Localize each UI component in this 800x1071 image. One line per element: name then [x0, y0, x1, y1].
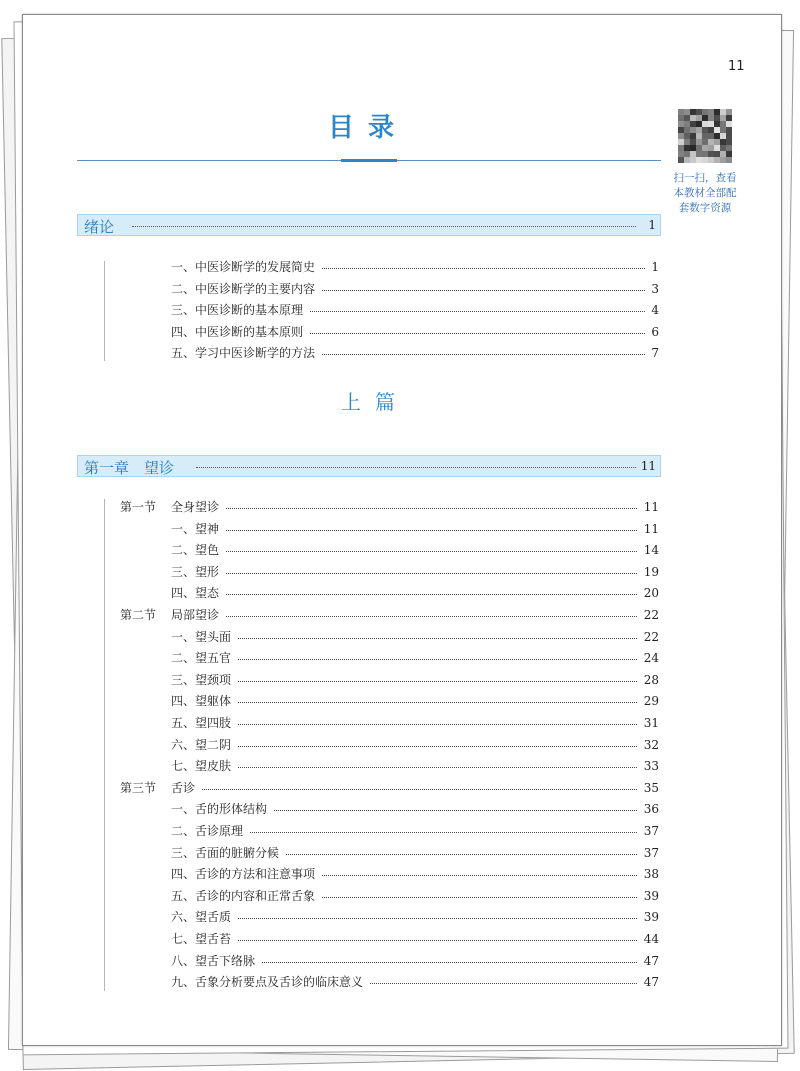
title-divider-accent — [341, 159, 397, 162]
entry-label: 二、望五官 — [171, 650, 237, 666]
entry-page: 37 — [638, 823, 659, 839]
entry-label: 四、舌诊的方法和注意事项 — [171, 866, 321, 882]
entry-page: 14 — [638, 542, 659, 558]
toc-entry[interactable] — [171, 672, 659, 688]
page-title: 目录 — [328, 113, 409, 143]
dot-leader — [171, 724, 659, 725]
dot-leader — [132, 226, 636, 227]
entry-page: 20 — [638, 585, 659, 601]
dot-leader — [171, 767, 659, 768]
qr-code-icon[interactable] — [678, 109, 732, 163]
entry-page: 7 — [645, 345, 659, 361]
entry-page: 33 — [638, 758, 659, 774]
toc-section[interactable] — [171, 780, 659, 796]
toc-entry[interactable] — [171, 324, 659, 340]
entry-page: 29 — [638, 693, 659, 709]
chapter-page: 11 — [640, 459, 656, 473]
entry-label: 一、中医诊断学的发展简史 — [171, 259, 321, 275]
page-number: 11 — [728, 59, 745, 74]
toc-entry[interactable] — [171, 345, 659, 361]
entry-label: 九、舌象分析要点及舌诊的临床意义 — [171, 974, 369, 990]
entry-page: 19 — [638, 564, 659, 580]
entry-page: 47 — [638, 974, 659, 990]
entry-page: 35 — [638, 780, 659, 796]
toc-entry[interactable] — [171, 521, 659, 537]
entry-page: 47 — [638, 953, 659, 969]
toc-entry[interactable] — [171, 259, 659, 275]
part-title: 上篇 — [341, 390, 409, 414]
entry-page: 44 — [638, 931, 659, 947]
dot-leader — [171, 594, 659, 595]
dot-leader — [171, 530, 659, 531]
entry-page: 22 — [638, 629, 659, 645]
chapter-page: 1 — [648, 218, 656, 232]
dot-leader — [171, 918, 659, 919]
entry-label: 一、望神 — [171, 521, 225, 537]
entry-page: 4 — [645, 302, 659, 318]
entry-page: 1 — [645, 259, 659, 275]
entry-page: 24 — [638, 650, 659, 666]
entry-page: 36 — [638, 801, 659, 817]
entry-label: 局部望诊 — [171, 607, 225, 623]
entry-page: 31 — [638, 715, 659, 731]
chapter-label: 绪论 — [84, 218, 115, 236]
entry-page: 11 — [638, 521, 659, 537]
toc-entry[interactable] — [171, 281, 659, 297]
section-bracket — [104, 499, 105, 991]
entry-label: 六、望二阴 — [171, 737, 237, 753]
entry-label: 八、望舌下络脉 — [171, 953, 261, 969]
dot-leader — [171, 616, 659, 617]
toc-entry[interactable] — [171, 931, 659, 947]
dot-leader — [171, 746, 659, 747]
entry-label: 五、学习中医诊断学的方法 — [171, 345, 321, 361]
dot-leader — [196, 467, 636, 468]
dot-leader — [171, 681, 659, 682]
entry-page: 39 — [638, 888, 659, 904]
toc-entry[interactable] — [171, 974, 659, 990]
toc-entry[interactable] — [171, 629, 659, 645]
toc-entry[interactable] — [171, 888, 659, 904]
chapter-label: 第一章 望诊 — [84, 459, 175, 477]
entry-page: 39 — [638, 909, 659, 925]
section-number: 第一节 — [120, 500, 157, 514]
entry-page: 37 — [638, 845, 659, 861]
toc-entry[interactable] — [171, 737, 659, 753]
toc-entry[interactable] — [171, 866, 659, 882]
entry-page: 6 — [645, 324, 659, 340]
entry-label: 六、望舌质 — [171, 909, 237, 925]
entry-label: 五、望四肢 — [171, 715, 237, 731]
dot-leader — [171, 659, 659, 660]
toc-entry[interactable] — [171, 564, 659, 580]
qr-cell — [726, 157, 732, 163]
entry-label: 四、望躯体 — [171, 693, 237, 709]
qr-caption: 扫一扫，查看本教材全部配套数字资源 — [673, 172, 737, 214]
entry-label: 三、中医诊断的基本原理 — [171, 302, 309, 318]
entry-label: 一、舌的形体结构 — [171, 801, 273, 817]
entry-label: 七、望舌苔 — [171, 931, 237, 947]
entry-page: 11 — [638, 499, 659, 515]
toc-entry[interactable] — [171, 758, 659, 774]
section-number: 第三节 — [120, 780, 157, 795]
toc-entry[interactable] — [171, 302, 659, 318]
dot-leader — [171, 940, 659, 941]
dot-leader — [171, 638, 659, 639]
entry-label: 五、舌诊的内容和正常舌象 — [171, 888, 321, 904]
entry-label: 二、望色 — [171, 542, 225, 558]
dot-leader — [171, 702, 659, 703]
toc-page — [22, 14, 782, 1046]
entry-page: 22 — [638, 607, 659, 623]
toc-entry[interactable] — [171, 909, 659, 925]
section-number: 第二节 — [120, 608, 157, 622]
toc-entry[interactable] — [171, 801, 659, 817]
entry-label: 三、舌面的脏腑分候 — [171, 845, 285, 861]
toc-entry[interactable] — [171, 953, 659, 969]
entry-label: 二、舌诊原理 — [171, 823, 249, 839]
toc-entry[interactable] — [171, 585, 659, 601]
entry-label: 舌诊 — [171, 780, 201, 796]
dot-leader — [171, 508, 659, 509]
entry-label: 七、望皮肤 — [171, 758, 237, 774]
dot-leader — [171, 551, 659, 552]
toc-section[interactable] — [171, 607, 659, 623]
toc-entry[interactable] — [171, 823, 659, 839]
toc-entry[interactable] — [171, 542, 659, 558]
dot-leader — [171, 573, 659, 574]
toc-entry[interactable] — [171, 715, 659, 731]
section-bracket — [104, 261, 105, 361]
entry-label: 全身望诊 — [171, 499, 225, 515]
dot-leader — [171, 789, 659, 790]
toc-entry[interactable] — [171, 693, 659, 709]
toc-entry[interactable] — [171, 845, 659, 861]
entry-label: 二、中医诊断学的主要内容 — [171, 281, 321, 297]
entry-page: 28 — [638, 672, 659, 688]
entry-page: 32 — [638, 737, 659, 753]
entry-page: 38 — [638, 866, 659, 882]
entry-label: 三、望形 — [171, 564, 225, 580]
entry-label: 三、望颈项 — [171, 672, 237, 688]
entry-page: 3 — [645, 281, 659, 297]
entry-label: 四、望态 — [171, 585, 225, 601]
entry-label: 一、望头面 — [171, 629, 237, 645]
toc-section[interactable] — [171, 499, 659, 515]
chapter-bar-intro[interactable] — [77, 214, 661, 236]
chapter-bar-chapter1[interactable] — [77, 455, 661, 477]
entry-label: 四、中医诊断的基本原则 — [171, 324, 309, 340]
toc-entry[interactable] — [171, 650, 659, 666]
